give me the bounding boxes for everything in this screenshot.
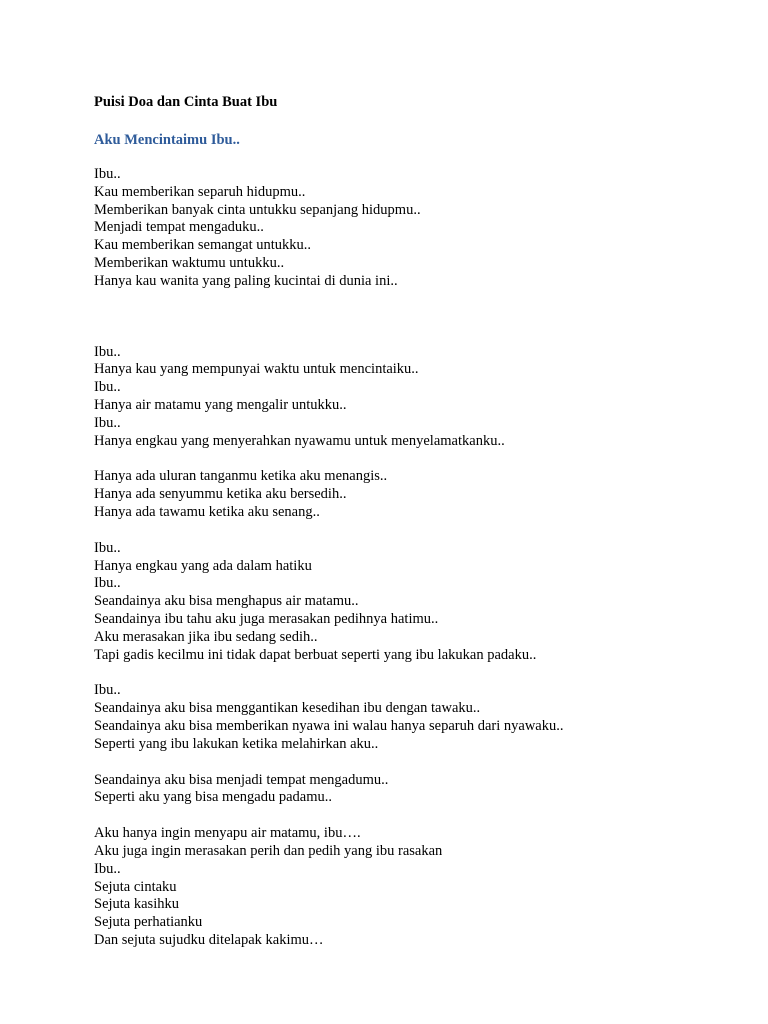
poem-line: Dan sejuta sujudku ditelapak kakimu… <box>94 931 324 948</box>
poem-line: Sejuta perhatianku <box>94 914 203 931</box>
poem-line: Memberikan banyak cinta untukku sepanjang hidupmu.. <box>94 201 421 218</box>
poem-line: Sejuta kasihku <box>94 896 179 913</box>
poem-line: Ibu.. <box>94 379 121 396</box>
poem-line: Aku merasakan jika ibu sedang sedih.. <box>94 628 318 645</box>
poem-line: Seandainya aku bisa menjadi tempat mengadumu.. <box>94 771 389 788</box>
poem-line: Ibu.. <box>94 575 121 592</box>
stanza-7 <box>94 825 563 950</box>
poem-line: Hanya kau yang mempunyai waktu untuk mencintaiku.. <box>94 361 419 378</box>
stanza-1 <box>94 166 563 291</box>
document-page <box>94 93 744 948</box>
poem-line: Ibu.. <box>94 860 121 877</box>
poem-line: Ibu.. <box>94 682 121 699</box>
poem-line: Sejuta cintaku <box>94 878 177 895</box>
poem-line: Seandainya aku bisa menggantikan kesedihan ibu dengan tawaku.. <box>94 700 481 717</box>
poem-line: Kau memberikan semangat untukku.. <box>94 237 312 254</box>
poem-line: Hanya ada uluran tanganmu ketika aku menangis.. <box>94 468 388 485</box>
poem-line: Aku hanya ingin menyapu air matamu, ibu…. <box>94 825 361 842</box>
stanza-4 <box>94 540 563 665</box>
poem-line: Ibu.. <box>94 166 121 182</box>
stanza-3 <box>94 468 563 521</box>
poem-line: Hanya ada senyummu ketika aku bersedih.. <box>94 486 347 503</box>
poem-line: Ibu.. <box>94 343 121 360</box>
poem-line: Hanya air matamu yang mengalir untukku.. <box>94 396 347 413</box>
poem-line: Kau memberikan separuh hidupmu.. <box>94 183 306 200</box>
poem-line: Memberikan waktumu untukku.. <box>94 254 285 271</box>
poem-line: Hanya engkau yang menyerahkan nyawamu untuk menyelamatkanku.. <box>94 432 505 449</box>
poem-line: Seperti aku yang bisa mengadu padamu.. <box>94 789 332 806</box>
poem-line: Hanya kau wanita yang paling kucintai di dunia ini.. <box>94 272 398 289</box>
poem-line: Hanya ada tawamu ketika aku senang.. <box>94 503 320 520</box>
stanza-gap <box>94 522 563 540</box>
poem-line: Seandainya ibu tahu aku juga merasakan pedihnya hatimu.. <box>94 610 439 627</box>
poem-line: Menjadi tempat mengaduku.. <box>94 219 264 236</box>
poem-line: Hanya engkau yang ada dalam hatiku <box>94 557 312 574</box>
poem-line: Seandainya aku bisa menghapus air matamu.. <box>94 593 359 610</box>
poem-body <box>94 166 563 950</box>
poem-line: Ibu.. <box>94 414 121 431</box>
poem-title: Aku Mencintaimu Ibu.. <box>94 132 240 148</box>
poem-line: Ibu.. <box>94 539 121 556</box>
stanza-gap <box>94 754 563 772</box>
stanza-2 <box>94 344 563 451</box>
poem-line: Aku juga ingin merasakan perih dan pedih yang ibu rasakan <box>94 842 443 859</box>
stanza-gap <box>94 291 563 344</box>
stanza-gap <box>94 807 563 825</box>
poem-line: Seperti yang ibu lakukan ketika melahirkan aku.. <box>94 735 379 752</box>
stanza-5 <box>94 682 563 753</box>
stanza-gap <box>94 664 563 682</box>
document-title: Puisi Doa dan Cinta Buat Ibu <box>94 94 278 110</box>
poem-line: Seandainya aku bisa memberikan nyawa ini walau hanya separuh dari nyawaku.. <box>94 717 564 734</box>
stanza-gap <box>94 450 563 468</box>
stanza-6 <box>94 772 563 808</box>
poem-line: Tapi gadis kecilmu ini tidak dapat berbuat seperti yang ibu lakukan padaku.. <box>94 646 537 663</box>
